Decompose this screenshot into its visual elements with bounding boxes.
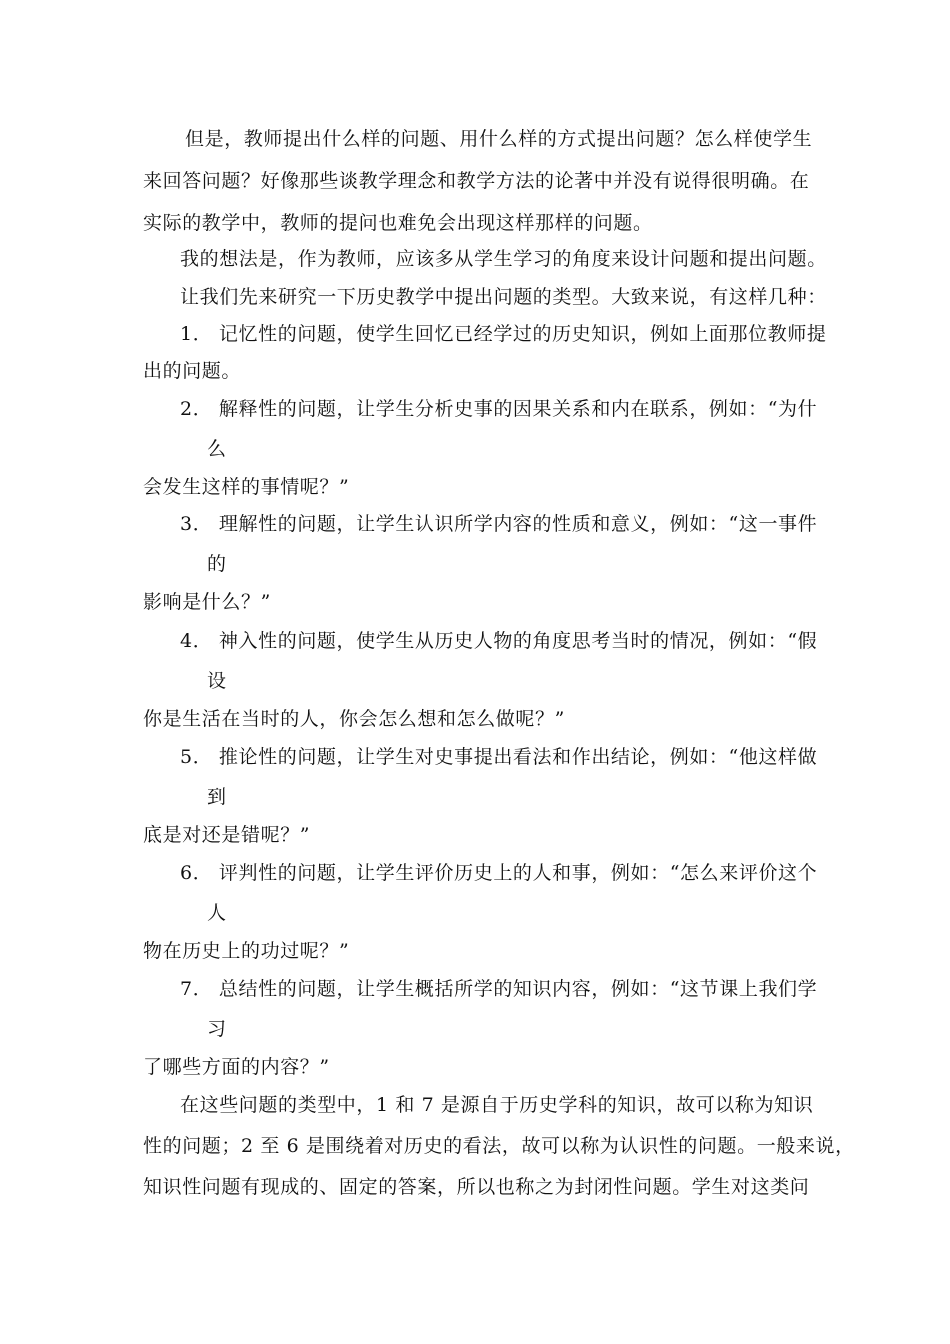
text-line: 让我们先来研究一下历史教学中提出问题的类型。大致来说，有这样几种： bbox=[180, 286, 827, 308]
text-line: 影响是什么？” bbox=[143, 591, 271, 613]
list-item-5: 5． 推论性的问题，让学生对史事提出看法和作出结论，例如：“他这样做 bbox=[180, 746, 818, 768]
text-line: 来回答问题？好像那些谈教学理念和教学方法的论著中并没有说得很明确。在 bbox=[143, 170, 810, 192]
text-line: 的 bbox=[207, 553, 227, 575]
list-item-6: 6． 评判性的问题，让学生评价历史上的人和事，例如：“怎么来评价这个 bbox=[180, 862, 818, 884]
list-item-3: 3． 理解性的问题，让学生认识所学内容的性质和意义，例如：“这一事件 bbox=[180, 513, 818, 535]
text-line: 了哪些方面的内容？” bbox=[143, 1056, 330, 1078]
text-line: 么 bbox=[207, 438, 227, 460]
text-line: 设 bbox=[207, 670, 227, 692]
text-line: 实际的教学中，教师的提问也难免会出现这样那样的问题。 bbox=[143, 212, 653, 234]
list-item-4: 4． 神入性的问题，使学生从历史人物的角度思考当时的情况，例如：“假 bbox=[180, 630, 818, 652]
text-line: 出的问题。 bbox=[143, 360, 242, 382]
text-line: 底是对还是错呢？” bbox=[143, 824, 311, 846]
list-item-2: 2． 解释性的问题，让学生分析史事的因果关系和内在联系，例如：“为什 bbox=[180, 398, 818, 420]
text-line: 会发生这样的事情呢？” bbox=[143, 476, 350, 498]
text-line: 人 bbox=[207, 902, 227, 924]
text-line: 知识性问题有现成的、固定的答案，所以也称之为封闭性问题。学生对这类问 bbox=[143, 1176, 810, 1198]
text-line: 你是生活在当时的人，你会怎么想和怎么做呢？” bbox=[143, 708, 565, 730]
text-line: 到 bbox=[207, 786, 227, 808]
text-line: 物在历史上的功过呢？” bbox=[143, 940, 350, 962]
text-line: 性的问题；2 至 6 是围绕着对历史的看法，故可以称为认识性的问题。一般来说， bbox=[143, 1135, 855, 1157]
list-item-7: 7． 总结性的问题，让学生概括所学的知识内容，例如：“这节课上我们学 bbox=[180, 978, 818, 1000]
list-item-1: 1． 记忆性的问题，使学生回忆已经学过的历史知识，例如上面那位教师提 bbox=[180, 323, 827, 345]
text-line: 在这些问题的类型中，1 和 7 是源自于历史学科的知识，故可以称为知识 bbox=[180, 1094, 814, 1116]
text-line: 我的想法是，作为教师，应该多从学生学习的角度来设计问题和提出问题。 bbox=[180, 248, 827, 270]
text-line: 但是，教师提出什么样的问题、用什么样的方式提出问题？怎么样使学生 bbox=[185, 128, 813, 150]
text-line: 习 bbox=[207, 1018, 227, 1040]
